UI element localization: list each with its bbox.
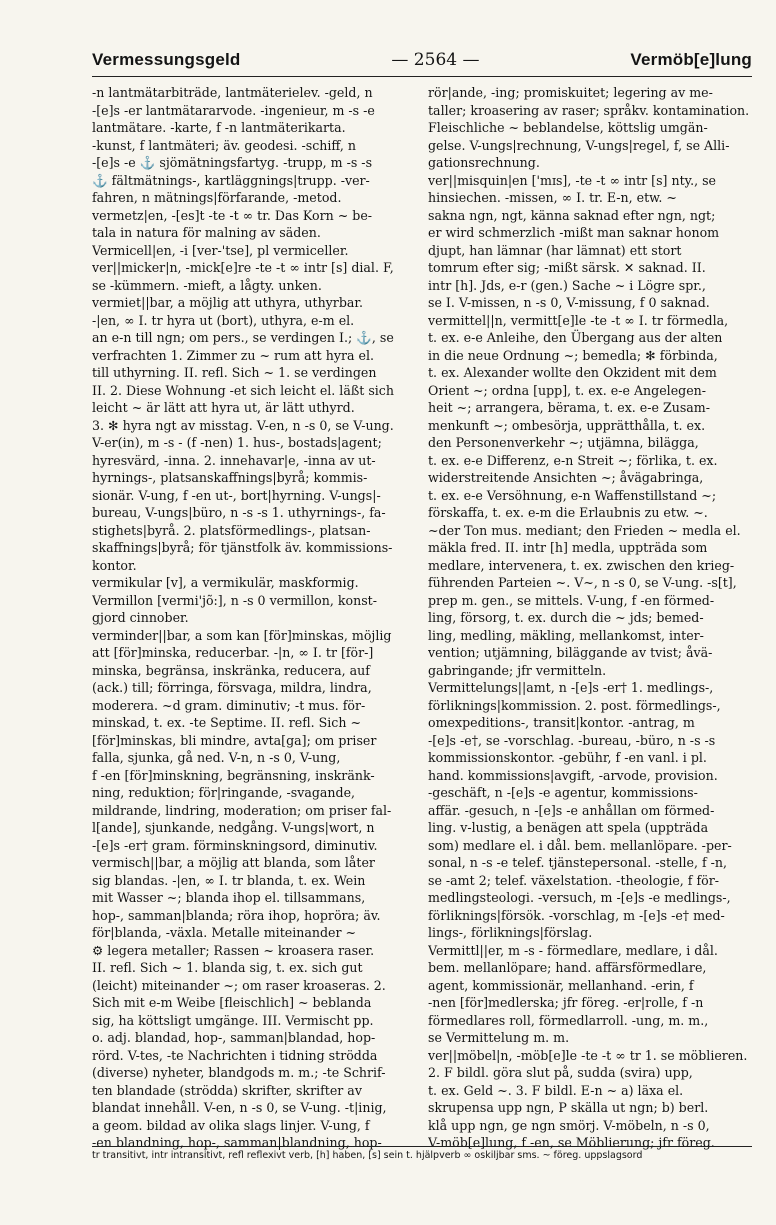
header-left-guideword: Vermessungsgeld: [92, 50, 241, 69]
right-column: [428, 84, 754, 1152]
text-line: ning, reduktion; för|ringande, -svagande,: [92, 785, 356, 800]
text-line: fahren, n mätnings|förfarande, -metod.: [92, 190, 342, 205]
text-line: affär. -gesuch, n -[e]s -e anhållan om förmed-: [428, 802, 715, 818]
text-line: ver||micker|n, -mick[e]re -te -t ∞ intr [s] dial. F,: [92, 260, 394, 275]
text-line: ling. v-lustig, a benägen att spela (uppträda: [428, 820, 709, 835]
text-line: hop-, samman|blanda; röra ihop, hopröra; äv.: [92, 907, 381, 923]
text-line: stighets|byrå. 2. platsförmedlings-, platsan-: [92, 522, 371, 538]
text-line: rörd. V-tes, -te Nachrichten i tidning strödda: [92, 1047, 378, 1063]
text-line: vermikular [v], a vermikulär, maskformig.: [92, 575, 359, 590]
text-line: t. ex. e-e Anleihe, den Übergang aus der alten: [428, 330, 723, 345]
text-line: vermisch||bar, a möjlig att blanda, som låter: [92, 855, 375, 870]
text-line: -|en, ∞ I. tr hyra ut (bort), uthyra, e-m el.: [92, 312, 355, 328]
text-line: att [för]minska, reducerbar. -|n, ∞ I. tr [för-]: [92, 645, 374, 660]
text-line: förliknings|kommission. 2. post. förmedlings-,: [428, 697, 721, 713]
text-line: ver||möbel|n, -möb[e]le -te -t ∞ tr 1. se möblieren.: [428, 1047, 748, 1063]
text-line: mäkla fred. II. intr [h] medla, uppträda som: [428, 540, 708, 555]
text-line: V-er(in), m -s - (f -nen) 1. hus-, bostads|agent;: [92, 435, 382, 450]
text-line: II. 2. Diese Wohnung -et sich leicht el. läßt sich: [92, 382, 394, 398]
text-line: se Vermittelung m. m.: [428, 1030, 570, 1045]
text-line: -en blandning, hop-, samman|blandning, hop-: [92, 1135, 382, 1150]
text-line: vermittel||n, vermitt[e]le -te -t ∞ I. tr förmedla,: [428, 312, 729, 328]
text-line: vermetz|en, -[es]t -te -t ∞ tr. Das Korn ~ be-: [92, 207, 373, 223]
text-line: skaffnings|byrå; för tjänstfolk äv. kommissions-: [92, 540, 393, 555]
text-line: verfrachten 1. Zimmer zu ~ rum att hyra el.: [92, 347, 374, 363]
text-line: moderera. ~d gram. diminutiv; -t mus. för-: [92, 697, 366, 713]
text-line: medlingsteologi. -versuch, m -[e]s -e medlings-,: [428, 890, 731, 905]
text-line: -[e]s -e†, se -vorschlag. -bureau, -büro, n -s -s: [428, 732, 716, 748]
text-line: för|blanda, -växla. Metalle miteinander ~: [92, 925, 357, 940]
text-line: -nen [för]medlerska; jfr föreg. -er|rolle, f -n: [428, 995, 704, 1010]
text-line: Orient ~; ordna [upp], t. ex. e-e Angelegen-: [428, 382, 707, 398]
text-line: a geom. bildad av olika slags linjer. V-ung, f: [92, 1117, 370, 1133]
text-line: taller; kroasering av raser; språkv. kontamination.: [428, 102, 750, 118]
text-line: gationsrechnung.: [428, 155, 540, 170]
text-line: skrupensa upp ngn, P skälla ut ngn; b) berl.: [428, 1100, 709, 1115]
text-line: Vermittl||er, m -s - förmedlare, medlare, i dål.: [428, 942, 718, 958]
text-line: hinsiechen. -missen, ∞ I. tr. E-n, etw. ~: [428, 190, 677, 205]
text-line: se I. V-missen, n -s 0, V-missung, f 0 saknad.: [428, 295, 710, 310]
text-line: vention; utjämning, biläggande av tvist; åvä-: [428, 645, 713, 660]
text-line: rör|ande, -ing; promiskuitet; legering av me-: [428, 85, 713, 100]
text-line: o. adj. blandad, hop-, samman|blandad, hop-: [92, 1030, 376, 1045]
text-line: t. ex. Alexander wollte den Okzident mit dem: [428, 365, 717, 380]
text-line: intr [h]. Jds, e-r (gen.) Sache ~ i Lögre spr.,: [428, 277, 706, 293]
text-line: se -kümmern. -mieft, a lågty. unken.: [92, 277, 322, 293]
text-line: som) medlare el. i dål. bem. mellanlöpare. -per-: [428, 837, 732, 853]
text-line: -[e]s -e ⚓ sjömätningsfartyg. -trupp, m -s -s: [92, 155, 373, 170]
text-line: Vermittelungs||amt, n -[e]s -er† 1. medlings-,: [428, 680, 714, 695]
text-line: t. ex. Geld ~. 3. F bildl. E-n ~ a) läxa el.: [428, 1082, 684, 1098]
text-line: till uthyrning. II. refl. Sich ~ 1. se verdingen: [92, 365, 377, 380]
text-line: (diverse) nyheter, blandgods m. m.; -te Schrif-: [92, 1065, 386, 1080]
text-line: tomrum efter sig; -mißt särsk. ✕ saknad. II.: [428, 260, 706, 275]
text-line: -[e]s -er† gram. förminskningsord, diminutiv.: [92, 837, 378, 853]
text-line: gelse. V-ungs|rechnung, V-ungs|regel, f, se Alli-: [428, 137, 730, 153]
header-right-guideword: Vermöb[e]lung: [630, 50, 752, 69]
text-line: agent, kommissionär, mellanhand. -erin, f: [428, 977, 694, 993]
text-line: kommissionskontor. -gebühr, f -en vanl. i pl.: [428, 750, 707, 765]
text-line: sionär. V-ung, f -en ut-, bort|hyrning. V-ungs|-: [92, 487, 381, 503]
text-line: prep m. gen., se mittels. V-ung, f -en förmed-: [428, 592, 715, 608]
text-line: ⚙ legera metaller; Rassen ~ kroasera raser.: [92, 942, 375, 958]
page-number: — 2564 —: [391, 50, 480, 70]
text-line: an e-n till ngn; om pers., se verdingen I.; ⚓, se: [92, 330, 394, 345]
text-line: omexpeditions-, transit|kontor. -antrag, m: [428, 715, 695, 730]
text-line: gjord cinnober.: [92, 610, 189, 625]
text-line: ten blandade (strödda) skrifter, skrifter av: [92, 1082, 362, 1098]
text-line: medlare, intervenera, t. ex. zwischen den krieg-: [428, 557, 735, 573]
text-line: mildrande, lindring, moderation; om priser fal-: [92, 802, 392, 818]
text-line: förliknings|försök. -vorschlag, m -[e]s -e† med-: [428, 907, 725, 923]
text-line: sig blandas. -|en, ∞ I. tr blanda, t. ex. Wein: [92, 872, 366, 888]
text-line: gabringande; jfr vermitteln.: [428, 662, 607, 678]
text-line: l[ande], sjunkande, nedgång. V-ungs|wort, n: [92, 820, 375, 835]
text-line: menkunft ~; ombesörja, upprätthålla, t. ex.: [428, 417, 706, 433]
text-line: sakna ngn, ngt, känna saknad efter ngn, ngt;: [428, 207, 716, 223]
text-line: kontor.: [92, 557, 137, 573]
text-line: verminder||bar, a som kan [för]minskas, möjlig: [92, 627, 392, 643]
text-line: bureau, V-ungs|büro, n -s -s 1. uthyrnings-, fa-: [92, 505, 386, 520]
text-line: falla, sjunka, gå ned. V-n, n -s 0, V-ung,: [92, 750, 341, 765]
text-line: ling, medling, mäkling, mellankomst, inter-: [428, 627, 704, 643]
abbreviation-legend: tr transitivt, intr intransitivt, refl reflexivt verb, [h] haben, [s] sein t. hjälpverb ∞ oskiljbar sms. ~ föreg. uppslagsord: [92, 1146, 752, 1161]
text-line: heit ~; arrangera, bërama, t. ex. e-e Zusam-: [428, 400, 710, 415]
text-line: führenden Parteien ~. V~, n -s 0, se V-ung. -s[t],: [428, 575, 737, 590]
text-line: [för]minskas, bli mindre, avta[ga]; om priser: [92, 732, 377, 748]
text-line: V-möb[e]lung, f -en, se Möblierung; jfr föreg.: [428, 1135, 715, 1150]
text-line: klå upp ngn, ge ngn smörj. V-möbeln, n -s 0,: [428, 1117, 710, 1133]
text-line: ling, försorg, t. ex. durch die ~ jds; bemed-: [428, 610, 704, 625]
left-column: [92, 84, 414, 1152]
text-line: mit Wasser ~; blanda ihop el. tillsammans,: [92, 890, 366, 905]
text-line: Vermillon [vermi'jõ:], n -s 0 vermillon, konst-: [92, 592, 377, 608]
text-line: sonal, n -s -e telef. tjänstepersonal. -stelle, f -n,: [428, 855, 728, 870]
text-line: Sich mit e-m Weibe [fleischlich] ~ beblanda: [92, 995, 372, 1010]
text-line: 2. F bildl. göra slut på, sudda (svira) upp,: [428, 1065, 693, 1080]
text-line: bem. mellanlöpare; hand. affärsförmedlare,: [428, 960, 707, 975]
text-line: ~der Ton mus. mediant; den Frieden ~ medla el.: [428, 522, 741, 538]
text-line: in die neue Ordnung ~; bemedla; ✻ förbinda,: [428, 347, 718, 363]
text-line: blandat innehåll. V-en, n -s 0, se V-ung. -t|inig,: [92, 1100, 387, 1115]
text-line: II. refl. Sich ~ 1. blanda sig, t. ex. sich gut: [92, 960, 363, 975]
text-line: ⚓ fältmätnings-, kartläggnings|trupp. -ver-: [92, 172, 370, 188]
text-line: sig, ha köttsligt umgänge. III. Vermischt pp.: [92, 1012, 374, 1028]
text-line: se -amt 2; telef. växelstation. -theologie, f för-: [428, 872, 719, 888]
text-line: 3. ✻ hyra ngt av misstag. V-en, n -s 0, se V-ung.: [92, 417, 394, 433]
text-line: djupt, han lämnar (har lämnat) ett stort: [428, 242, 682, 258]
text-line: hand. kommissions|avgift, -arvode, provision.: [428, 767, 718, 783]
text-line: t. ex. e-e Versöhnung, e-n Waffenstillstand ~;: [428, 487, 717, 503]
text-line: Fleischliche ~ beblandelse, köttslig umgän-: [428, 120, 708, 135]
text-line: (ack.) till; förringa, försvaga, mildra, lindra,: [92, 680, 372, 695]
text-line: tala in natura för malning av säden.: [92, 225, 321, 240]
text-line: -geschäft, n -[e]s -e agentur, kommissions-: [428, 785, 698, 800]
page-header: [92, 50, 752, 77]
text-line: minskad, t. ex. -te Septime. II. refl. Sich ~: [92, 715, 361, 730]
text-line: minska, begränsa, inskränka, reducera, auf: [92, 662, 370, 678]
text-line: vermiet||bar, a möjlig att uthyra, uthyrbar.: [92, 295, 364, 310]
text-line: ver||misquin|en ['mɪs], -te -t ∞ intr [s] nty., se: [428, 172, 716, 188]
text-line: -[e]s -er lantmätararvode. -ingenieur, m -s -e: [92, 102, 375, 118]
text-line: -n lantmätarbiträde, lantmäterielev. -geld, n: [92, 85, 373, 100]
text-line: hyresvärd, -inna. 2. innehavar|e, -inna av ut-: [92, 452, 376, 468]
text-line: t. ex. e-e Differenz, e-n Streit ~; förlika, t. ex.: [428, 452, 718, 468]
text-line: den Personenverkehr ~; utjämna, bilägga,: [428, 435, 699, 450]
text-line: lings-, förliknings|förslag.: [428, 925, 593, 940]
text-line: -kunst, f lantmäteri; äv. geodesi. -schiff, n: [92, 137, 357, 153]
text-line: förmedlares roll, förmedlarroll. -ung, m. m.,: [428, 1012, 709, 1028]
text-line: Vermicell|en, -i [ver-'tse], pl vermiceller.: [92, 242, 349, 258]
text-line: (leicht) miteinander ~; om raser kroaseras. 2.: [92, 977, 386, 993]
text-line: er wird schmerzlich -mißt man saknar honom: [428, 225, 720, 240]
text-line: förskaffa, t. ex. e-m die Erlaubnis zu etw. ~.: [428, 505, 708, 520]
text-line: widerstreitende Ansichten ~; åvägabringa,: [428, 470, 704, 485]
text-line: leicht ~ är lätt att hyra ut, är lätt uthyrd.: [92, 400, 355, 415]
text-line: lantmätare. -karte, f -n lantmäterikarta.: [92, 120, 346, 135]
text-line: f -en [för]minskning, begränsning, inskränk-: [92, 767, 375, 783]
text-line: hyrnings-, platsanskaffnings|byrå; kommis-: [92, 470, 368, 485]
